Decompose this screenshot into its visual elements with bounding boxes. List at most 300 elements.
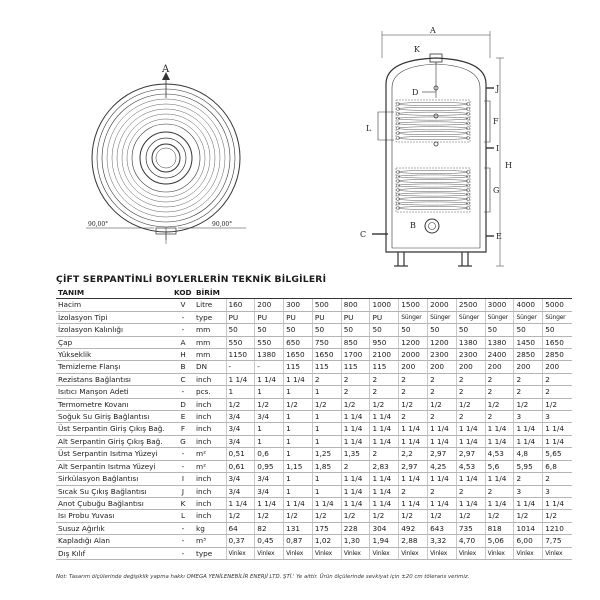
row-value: 1,25 [312, 448, 341, 460]
row-value: 850 [341, 336, 370, 348]
label-e: E [496, 232, 502, 241]
row-value: PU [341, 311, 370, 323]
row-value: 1/2 [456, 510, 485, 522]
row-value: 1 1/4 [370, 497, 399, 509]
row-value: 1 1/4 [284, 497, 313, 509]
row-value: 818 [485, 522, 514, 534]
row-value: 1 1/4 [485, 473, 514, 485]
row-value: 1200 [399, 336, 428, 348]
row-value: Vinlex [312, 547, 341, 559]
row-name: İzolasyon Tipi [56, 311, 172, 323]
row-unit: kg [194, 522, 226, 534]
header-code: KOD [172, 287, 194, 299]
row-value: 1/2 [226, 398, 255, 410]
row-value: Sünger [514, 311, 543, 323]
row-value: 2 [399, 386, 428, 398]
row-value: 2 [543, 473, 572, 485]
row-value: 1 1/4 [399, 435, 428, 447]
row-value: 1 1/4 [485, 435, 514, 447]
row-value: 1/2 [312, 510, 341, 522]
row-value: 115 [370, 361, 399, 373]
row-value: 1/2 [255, 510, 284, 522]
side-view [372, 31, 504, 266]
row-code: - [172, 386, 194, 398]
row-value: 1 1/4 [341, 411, 370, 423]
row-value: 1 [255, 386, 284, 398]
row-value: 0,95 [255, 460, 284, 472]
row-code: - [172, 547, 194, 559]
row-code: - [172, 535, 194, 547]
row-unit: mm [194, 336, 226, 348]
row-value: 50 [370, 324, 399, 336]
row-value: 1/2 [543, 510, 572, 522]
table-row [56, 473, 572, 485]
row-value: 1/2 [370, 510, 399, 522]
row-code: D [172, 398, 194, 410]
table-row [56, 324, 572, 336]
row-value: 1/2 [284, 510, 313, 522]
row-value: 300 [284, 299, 313, 311]
row-value: 1,30 [341, 535, 370, 547]
row-value: 200 [485, 361, 514, 373]
row-value: 1 [312, 423, 341, 435]
row-value: 131 [284, 522, 313, 534]
row-value: 200 [543, 361, 572, 373]
technical-drawing [0, 0, 600, 272]
row-value: 1150 [226, 349, 255, 361]
row-value: 1 1/4 [341, 485, 370, 497]
row-value: 500 [312, 299, 341, 311]
row-value: Vinlex [399, 547, 428, 559]
row-value: 1/2 [514, 510, 543, 522]
row-value: 115 [341, 361, 370, 373]
angle-right-label: 90,00° [212, 221, 233, 228]
row-value: 2 [341, 373, 370, 385]
row-value: 1 1/4 [514, 423, 543, 435]
row-value: 0,51 [226, 448, 255, 460]
row-value: 750 [312, 336, 341, 348]
label-k: K [414, 45, 420, 54]
row-value: 2400 [485, 349, 514, 361]
row-value: 3,32 [428, 535, 457, 547]
top-view [86, 72, 246, 244]
row-value: 4,70 [456, 535, 485, 547]
row-name: Yükseklik [56, 349, 172, 361]
row-unit: inch [194, 497, 226, 509]
row-value: 50 [226, 324, 255, 336]
row-value: 1 1/4 [456, 435, 485, 447]
table-row [56, 336, 572, 348]
label-h: H [505, 161, 512, 170]
row-value: 50 [399, 324, 428, 336]
row-value: 1 [312, 386, 341, 398]
row-name: Isı Probu Yuvası [56, 510, 172, 522]
row-name: Termometre Kovanı [56, 398, 172, 410]
label-j: J [496, 84, 500, 93]
row-value: 2,83 [370, 460, 399, 472]
row-value: 3000 [485, 299, 514, 311]
row-value: 50 [341, 324, 370, 336]
row-value: 1380 [456, 336, 485, 348]
row-value: 50 [456, 324, 485, 336]
table-row [56, 361, 572, 373]
row-value: 1 1/4 [456, 423, 485, 435]
row-value: 1380 [485, 336, 514, 348]
row-value: 1/2 [485, 510, 514, 522]
row-value: 50 [428, 324, 457, 336]
row-value: 1 1/4 [485, 423, 514, 435]
row-value: PU [370, 311, 399, 323]
row-value: 2 [370, 386, 399, 398]
row-value: 1/2 [399, 510, 428, 522]
label-a: A [430, 26, 436, 35]
row-value: 5,6 [485, 460, 514, 472]
table-row [56, 423, 572, 435]
row-value: 115 [312, 361, 341, 373]
row-code: - [172, 522, 194, 534]
row-value: 1/2 [428, 510, 457, 522]
row-value: 2 [370, 373, 399, 385]
row-value: 3/4 [226, 435, 255, 447]
table-row [56, 373, 572, 385]
row-value: 1450 [514, 336, 543, 348]
row-value: 5000 [543, 299, 572, 311]
row-name: Soğuk Su Giriş Bağlantısı [56, 411, 172, 423]
row-value: 1,94 [370, 535, 399, 547]
row-unit: inch [194, 373, 226, 385]
row-value: 2 [514, 473, 543, 485]
row-value: 2 [485, 411, 514, 423]
row-value: 1/2 [341, 510, 370, 522]
row-value: 2 [485, 485, 514, 497]
row-value: 1 1/4 [341, 435, 370, 447]
row-value: 2 [399, 485, 428, 497]
row-code: - [172, 324, 194, 336]
row-code: J [172, 485, 194, 497]
row-unit: inch [194, 435, 226, 447]
row-value: 3/4 [226, 473, 255, 485]
row-value: 1380 [255, 349, 284, 361]
label-c: C [360, 230, 367, 239]
row-value: 1 1/4 [226, 373, 255, 385]
row-value: 1 [312, 411, 341, 423]
row-code: A [172, 336, 194, 348]
row-value: 3/4 [255, 473, 284, 485]
row-value: 175 [312, 522, 341, 534]
row-value: 1 1/4 [514, 435, 543, 447]
row-value: 2850 [514, 349, 543, 361]
top-coil-turns [396, 102, 469, 139]
row-value: 82 [255, 522, 284, 534]
row-value: Vinlex [485, 547, 514, 559]
row-code: G [172, 435, 194, 447]
row-code: I [172, 473, 194, 485]
row-value: 3/4 [226, 411, 255, 423]
row-value: Vinlex [284, 547, 313, 559]
row-value: 1 1/4 [255, 497, 284, 509]
row-unit: m³ [194, 535, 226, 547]
row-value: PU [312, 311, 341, 323]
row-value: 1 1/4 [456, 497, 485, 509]
row-value: 2500 [456, 299, 485, 311]
row-value: 1 1/4 [341, 423, 370, 435]
row-unit: m² [194, 460, 226, 472]
row-value: 2 [399, 411, 428, 423]
row-value: 2 [456, 411, 485, 423]
row-value: 1,35 [341, 448, 370, 460]
row-value: 200 [399, 361, 428, 373]
table-row [56, 349, 572, 361]
row-value: Sünger [428, 311, 457, 323]
row-name: İzolasyon Kalınlığı [56, 324, 172, 336]
row-name: Rezistans Bağlantısı [56, 373, 172, 385]
table-row [56, 460, 572, 472]
row-value: 1 1/4 [226, 497, 255, 509]
row-value: 1 [284, 473, 313, 485]
row-code: E [172, 411, 194, 423]
row-value: 3/4 [255, 411, 284, 423]
row-value: 2 [543, 373, 572, 385]
row-name: Dış Kılıf [56, 547, 172, 559]
row-value: 1 1/4 [399, 423, 428, 435]
row-name: Isıtıcı Manşon Adeti [56, 386, 172, 398]
row-value: 1,02 [312, 535, 341, 547]
row-value: 2300 [428, 349, 457, 361]
row-value: 1210 [543, 522, 572, 534]
row-name: Üst Serpantin Isıtma Yüzeyi [56, 448, 172, 460]
row-value: 6,8 [543, 460, 572, 472]
row-value: 1 1/4 [543, 497, 572, 509]
row-value: 492 [399, 522, 428, 534]
row-value: 2,97 [456, 448, 485, 460]
header-capacities [226, 287, 572, 299]
row-value: 1000 [370, 299, 399, 311]
row-value: 550 [226, 336, 255, 348]
bottom-coil-turns [396, 170, 469, 209]
label-f: F [493, 117, 499, 126]
row-value: 950 [370, 336, 399, 348]
row-value: 1 [255, 423, 284, 435]
row-name: Üst Serpantin Giriş Çıkış Bağ. [56, 423, 172, 435]
row-value: 3/4 [226, 423, 255, 435]
row-value: 2,97 [428, 448, 457, 460]
row-value: 64 [226, 522, 255, 534]
row-value: 5,06 [485, 535, 514, 547]
row-value: 1 [284, 386, 313, 398]
row-value: 1/2 [456, 398, 485, 410]
row-value: 2,2 [399, 448, 428, 460]
row-value: 200 [456, 361, 485, 373]
row-value: 3 [543, 411, 572, 423]
row-name: Hacim [56, 299, 172, 311]
row-unit: DN [194, 361, 226, 373]
row-value: 2 [485, 373, 514, 385]
row-value: 1 [312, 435, 341, 447]
row-value: Vinlex [255, 547, 284, 559]
table-row [56, 510, 572, 522]
row-value: 1,15 [284, 460, 313, 472]
angle-left-label: 90,00° [88, 221, 109, 228]
row-value: 1/2 [370, 398, 399, 410]
row-unit: pcs. [194, 386, 226, 398]
row-value: 1 1/4 [514, 497, 543, 509]
table-row [56, 448, 572, 460]
row-unit: inch [194, 398, 226, 410]
row-value: 1 1/4 [370, 423, 399, 435]
row-value: 2 [341, 460, 370, 472]
row-value: 1 [284, 448, 313, 460]
label-g: G [493, 186, 500, 195]
row-value: 1 [284, 435, 313, 447]
row-value: 50 [255, 324, 284, 336]
row-value: 3/4 [255, 485, 284, 497]
row-name: Sıcak Su Çıkış Bağlantısı [56, 485, 172, 497]
row-value: 1500 [399, 299, 428, 311]
row-value: Vinlex [428, 547, 457, 559]
row-value: - [255, 361, 284, 373]
table-row [56, 311, 572, 323]
row-name: Alt Serpantin Isıtma Yüzeyi [56, 460, 172, 472]
section-label-a-top: A [162, 64, 170, 75]
table-row [56, 535, 572, 547]
row-value: 2850 [543, 349, 572, 361]
row-value: 2,88 [399, 535, 428, 547]
row-unit: type [194, 547, 226, 559]
row-value: 3/4 [226, 485, 255, 497]
row-value: 2,97 [399, 460, 428, 472]
row-value: 1/2 [514, 398, 543, 410]
row-value: 4,25 [428, 460, 457, 472]
row-value: 1700 [341, 349, 370, 361]
row-value: 50 [543, 324, 572, 336]
row-value: 550 [255, 336, 284, 348]
row-value: 2 [370, 448, 399, 460]
row-value: 1 [312, 485, 341, 497]
spec-table-body [56, 299, 572, 560]
row-value: PU [226, 311, 255, 323]
row-value: 1650 [284, 349, 313, 361]
row-value: 1 1/4 [428, 473, 457, 485]
row-code: B [172, 361, 194, 373]
row-value: Vinlex [341, 547, 370, 559]
row-value: 1 1/4 [399, 473, 428, 485]
row-value: 1 1/4 [370, 473, 399, 485]
label-l: L [366, 124, 372, 133]
row-value: 735 [456, 522, 485, 534]
table-row [56, 547, 572, 559]
row-value: 2 [312, 373, 341, 385]
row-value: 3 [514, 485, 543, 497]
row-value: 1 1/4 [255, 373, 284, 385]
row-value: 2300 [456, 349, 485, 361]
row-value: 7,75 [543, 535, 572, 547]
row-value: 0,37 [226, 535, 255, 547]
table-row [56, 398, 572, 410]
row-value: 2 [485, 386, 514, 398]
row-value: 2 [456, 373, 485, 385]
row-value: 1 1/4 [543, 435, 572, 447]
row-value: Sünger [456, 311, 485, 323]
row-value: 1650 [543, 336, 572, 348]
row-value: 2 [399, 373, 428, 385]
row-name: Kapladığı Alan [56, 535, 172, 547]
row-value: Sünger [543, 311, 572, 323]
row-value: 2 [428, 485, 457, 497]
row-value: 50 [284, 324, 313, 336]
row-name: Sirkülasyon Bağlantısı [56, 473, 172, 485]
row-value: 1/2 [341, 398, 370, 410]
row-value: 1 1/4 [456, 473, 485, 485]
row-value: 5,65 [543, 448, 572, 460]
row-value: 4,53 [485, 448, 514, 460]
row-value: 115 [284, 361, 313, 373]
table-row [56, 386, 572, 398]
row-code: - [172, 460, 194, 472]
row-unit: type [194, 311, 226, 323]
header-name: TANIM [56, 287, 172, 299]
row-value: 2000 [399, 349, 428, 361]
row-value: 1 1/4 [485, 497, 514, 509]
row-value: 304 [370, 522, 399, 534]
row-value: 2100 [370, 349, 399, 361]
row-value: 0,45 [255, 535, 284, 547]
row-value: 1014 [514, 522, 543, 534]
row-value: 643 [428, 522, 457, 534]
row-code: F [172, 423, 194, 435]
row-value: 1 1/4 [428, 435, 457, 447]
row-value: 2 [341, 386, 370, 398]
row-value: 1/2 [226, 510, 255, 522]
row-value: 1,85 [312, 460, 341, 472]
row-value: 0,61 [226, 460, 255, 472]
row-value: 50 [485, 324, 514, 336]
row-unit: mm [194, 324, 226, 336]
row-value: 1 1/4 [370, 485, 399, 497]
row-value: 1 1/4 [341, 497, 370, 509]
row-value: 1/2 [312, 398, 341, 410]
row-unit: inch [194, 510, 226, 522]
row-name: Çap [56, 336, 172, 348]
row-code: - [172, 311, 194, 323]
row-value: 1 1/4 [428, 497, 457, 509]
row-value: Vinlex [543, 547, 572, 559]
header-unit: BİRİM [194, 287, 226, 299]
row-value: 1/2 [255, 398, 284, 410]
row-value: 6,00 [514, 535, 543, 547]
row-unit: inch [194, 473, 226, 485]
table-header-row [56, 287, 572, 299]
row-value: 2 [514, 386, 543, 398]
row-value: 1 [284, 485, 313, 497]
row-value: 1 1/4 [312, 497, 341, 509]
row-value: 50 [312, 324, 341, 336]
row-value: 1 1/4 [284, 373, 313, 385]
row-value: 1 1/4 [341, 473, 370, 485]
label-d: D [412, 88, 419, 97]
row-value: 1 1/4 [370, 411, 399, 423]
row-value: Sünger [399, 311, 428, 323]
row-value: Sünger [485, 311, 514, 323]
row-value: 50 [514, 324, 543, 336]
row-value: 2 [428, 373, 457, 385]
row-value: 5,95 [514, 460, 543, 472]
row-unit: Litre [194, 299, 226, 311]
row-value: 1/2 [399, 398, 428, 410]
row-name: Temizleme Flanşı [56, 361, 172, 373]
row-name: Susuz Ağırlık [56, 522, 172, 534]
row-value: PU [255, 311, 284, 323]
row-value: 3 [543, 485, 572, 497]
